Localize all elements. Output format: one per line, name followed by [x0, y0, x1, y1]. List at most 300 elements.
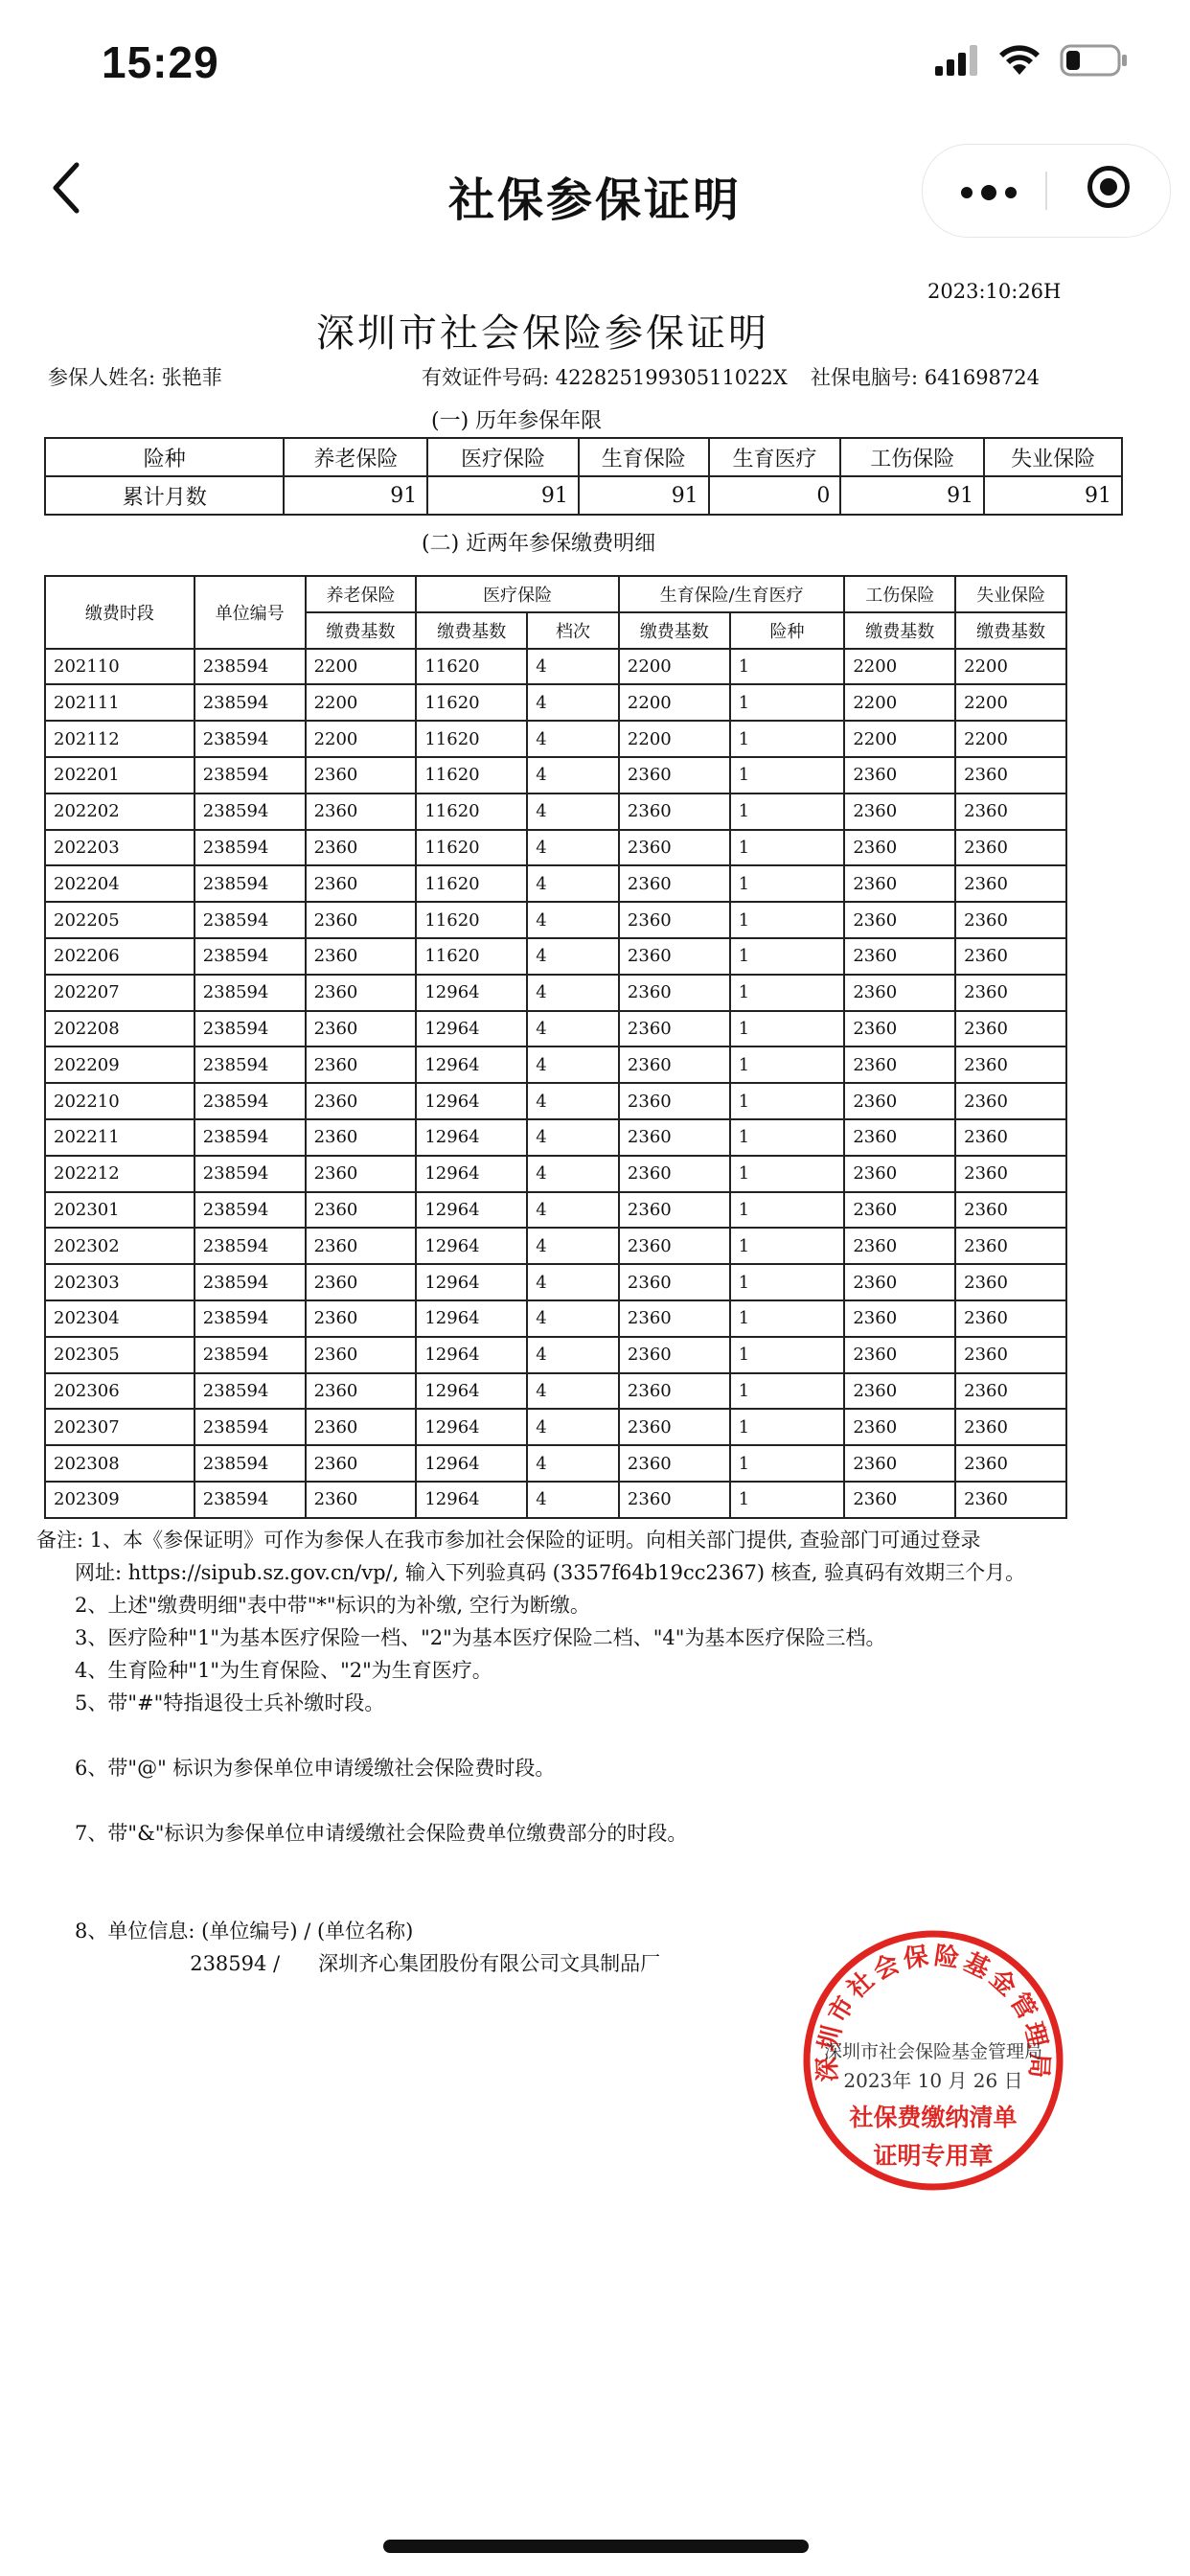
table-cell: 2360: [306, 1011, 417, 1047]
header-pension: 养老保险: [306, 576, 417, 612]
summary-value: 91: [840, 476, 984, 515]
table-row: [45, 1373, 1066, 1410]
table-cell: 238594: [195, 1228, 306, 1264]
table-cell: 12964: [416, 1264, 527, 1300]
table-row: [45, 1445, 1066, 1482]
summary-header: 工伤保险: [840, 438, 984, 476]
remark-line: 网址: https://sipub.sz.gov.cn/vp/, 输入下列验真码 (3357f64b19cc2367) 核查, 验真码有效期三个月。: [36, 1561, 1026, 1584]
table-cell: 12964: [416, 1011, 527, 1047]
table-cell: 238594: [195, 1264, 306, 1300]
summary-value: 0: [709, 476, 841, 515]
table-cell: 2360: [306, 1156, 417, 1192]
table-cell: 2360: [619, 1264, 730, 1300]
table-cell: 202111: [45, 684, 195, 721]
payment-detail-table: [44, 575, 1067, 1519]
table-cell: 238594: [195, 865, 306, 902]
table-row: [45, 830, 1066, 866]
table-cell: 1: [730, 1337, 845, 1373]
table-cell: 1: [730, 794, 845, 830]
table-cell: 4: [527, 1119, 619, 1156]
table-cell: 2360: [619, 938, 730, 975]
seal-text-block: [811, 2037, 1056, 2172]
table-cell: 238594: [195, 649, 306, 685]
table-cell: 11620: [416, 830, 527, 866]
table-cell: 11620: [416, 721, 527, 757]
table-cell: 1: [730, 1046, 845, 1083]
summary-value: 91: [984, 476, 1122, 515]
table-cell: 2360: [306, 1337, 417, 1373]
table-cell: 202206: [45, 938, 195, 975]
table-row: [45, 794, 1066, 830]
remark-line: 6、带"@" 标识为参保单位申请缓缴社会保险费时段。: [36, 1757, 556, 1780]
table-cell: 238594: [195, 938, 306, 975]
table-cell: 4: [527, 757, 619, 794]
more-icon[interactable]: [961, 187, 1017, 200]
remark-line: [36, 1850, 1177, 1882]
table-row: [45, 1046, 1066, 1083]
table-cell: 12964: [416, 1192, 527, 1229]
table-cell: 202304: [45, 1300, 195, 1337]
table-cell: 1: [730, 1228, 845, 1264]
close-target-icon[interactable]: [1087, 166, 1130, 208]
table-cell: 4: [527, 1337, 619, 1373]
table-row: [45, 1156, 1066, 1192]
table-cell: 2360: [306, 938, 417, 975]
table-cell: 2200: [306, 684, 417, 721]
table-cell: 4: [527, 721, 619, 757]
table-cell: 2360: [619, 1373, 730, 1410]
header-period: 缴费时段: [45, 576, 195, 649]
document-title: 深圳市社会保险参保证明: [316, 311, 769, 356]
table-cell: 12964: [416, 1373, 527, 1410]
header-unemployment: 失业保险: [955, 576, 1066, 612]
remark-line: [36, 1784, 1177, 1817]
summary-value: 91: [284, 476, 427, 515]
table-cell: 2360: [844, 1083, 955, 1119]
table-cell: 202210: [45, 1083, 195, 1119]
table-cell: 2360: [844, 938, 955, 975]
subheader-base: 缴费基数: [619, 612, 730, 649]
remark-line: 备注: 1、本《参保证明》可作为参保人在我市参加社会保险的证明。向相关部门提供, 查验部门可通过登录: [36, 1529, 981, 1552]
summary-header: 医疗保险: [427, 438, 579, 476]
table-cell: 202303: [45, 1264, 195, 1300]
table-cell: 2360: [306, 1083, 417, 1119]
table-cell: 1: [730, 975, 845, 1011]
table-cell: 2360: [619, 1445, 730, 1482]
table-cell: 2200: [844, 684, 955, 721]
table-cell: 2360: [619, 830, 730, 866]
table-cell: 202306: [45, 1373, 195, 1410]
table-cell: 238594: [195, 794, 306, 830]
table-cell: 1: [730, 1445, 845, 1482]
table-cell: 2360: [955, 1156, 1066, 1192]
table-cell: 2360: [844, 1409, 955, 1445]
table-cell: 2360: [955, 794, 1066, 830]
table-cell: 2360: [306, 975, 417, 1011]
table-row: [45, 684, 1066, 721]
table-cell: 2360: [844, 1264, 955, 1300]
table-cell: 1: [730, 1264, 845, 1300]
table-cell: 1: [730, 830, 845, 866]
summary-header-row: [45, 438, 1122, 476]
table-cell: 2360: [306, 902, 417, 938]
table-cell: 238594: [195, 975, 306, 1011]
table-cell: 202208: [45, 1011, 195, 1047]
table-cell: 2360: [306, 1228, 417, 1264]
table-cell: 238594: [195, 1011, 306, 1047]
table-cell: 1: [730, 902, 845, 938]
mini-program-capsule: [922, 144, 1171, 238]
table-row: [45, 1264, 1066, 1300]
cellular-signal-icon: [935, 45, 979, 76]
table-cell: 11620: [416, 684, 527, 721]
table-cell: 2360: [955, 1409, 1066, 1445]
table-cell: 2360: [619, 975, 730, 1011]
table-row: [45, 757, 1066, 794]
table-cell: 2200: [844, 649, 955, 685]
table-cell: 2360: [955, 1046, 1066, 1083]
table-cell: 2360: [619, 1046, 730, 1083]
table-cell: 1: [730, 865, 845, 902]
table-cell: 4: [527, 1011, 619, 1047]
table-cell: 4: [527, 1482, 619, 1518]
table-cell: 2360: [619, 1228, 730, 1264]
table-cell: 2360: [306, 1264, 417, 1300]
table-cell: 2360: [306, 1046, 417, 1083]
subheader-base: 缴费基数: [844, 612, 955, 649]
table-cell: 2360: [955, 1337, 1066, 1373]
remark-line: 3、医疗险种"1"为基本医疗保险一档、"2"为基本医疗保险二档、"4"为基本医疗保险三档。: [36, 1626, 886, 1649]
table-cell: 4: [527, 1409, 619, 1445]
summary-header: 养老保险: [284, 438, 427, 476]
table-cell: 202302: [45, 1228, 195, 1264]
table-cell: 2360: [955, 830, 1066, 866]
table-cell: 4: [527, 830, 619, 866]
capsule-divider: [1045, 172, 1047, 210]
table-cell: 2200: [619, 721, 730, 757]
table-cell: 202203: [45, 830, 195, 866]
table-row: [45, 902, 1066, 938]
table-row: [45, 938, 1066, 975]
table-cell: 2360: [955, 1228, 1066, 1264]
table-cell: 2360: [619, 1409, 730, 1445]
page-title: 社保参保证明: [447, 173, 742, 227]
table-cell: 2360: [844, 975, 955, 1011]
table-cell: 4: [527, 1192, 619, 1229]
table-cell: 2360: [844, 1156, 955, 1192]
table-cell: 2360: [306, 1300, 417, 1337]
summary-header: 生育保险: [579, 438, 709, 476]
home-indicator[interactable]: [383, 2540, 809, 2553]
table-cell: 4: [527, 1445, 619, 1482]
battery-icon: [1060, 44, 1129, 77]
table-cell: 202209: [45, 1046, 195, 1083]
table-row: [45, 721, 1066, 757]
table-cell: 2360: [844, 1228, 955, 1264]
remark-line: 4、生育险种"1"为生育保险、"2"为生育医疗。: [36, 1659, 492, 1682]
summary-value: 91: [579, 476, 709, 515]
table-cell: 2360: [306, 757, 417, 794]
table-cell: 4: [527, 938, 619, 975]
table-cell: 11620: [416, 902, 527, 938]
summary-row-label: 累计月数: [45, 476, 284, 515]
table-row: [45, 1119, 1066, 1156]
table-cell: 1: [730, 684, 845, 721]
table-cell: 2360: [844, 902, 955, 938]
remark-line: 2、上述"缴费明细"表中带"*"标识的为补缴, 空行为断缴。: [36, 1594, 590, 1617]
table-cell: 11620: [416, 757, 527, 794]
table-cell: 2360: [955, 1119, 1066, 1156]
wifi-icon: [998, 45, 1041, 76]
table-cell: 2360: [619, 902, 730, 938]
table-cell: 2360: [306, 794, 417, 830]
social-security-number: 社保电脑号: 641698724: [811, 366, 1040, 389]
table-cell: 2360: [619, 1083, 730, 1119]
table-cell: 2360: [955, 938, 1066, 975]
table-cell: 2360: [306, 830, 417, 866]
summary-value-row: [45, 476, 1122, 515]
table-cell: 1: [730, 721, 845, 757]
table-cell: 2360: [955, 1373, 1066, 1410]
table-cell: 2360: [844, 1445, 955, 1482]
table-cell: 2360: [306, 1373, 417, 1410]
table-cell: 1: [730, 1083, 845, 1119]
table-cell: 2360: [844, 1046, 955, 1083]
summary-header: 生育医疗: [709, 438, 841, 476]
table-cell: 1: [730, 649, 845, 685]
table-cell: 2360: [619, 1337, 730, 1373]
table-cell: 2360: [844, 830, 955, 866]
table-cell: 2360: [955, 902, 1066, 938]
table-cell: 238594: [195, 1409, 306, 1445]
table-row: [45, 865, 1066, 902]
table-cell: 2360: [619, 1119, 730, 1156]
table-cell: 12964: [416, 1300, 527, 1337]
table-cell: 1: [730, 1300, 845, 1337]
table-cell: 2360: [955, 1482, 1066, 1518]
table-cell: 2200: [619, 684, 730, 721]
table-cell: 202212: [45, 1156, 195, 1192]
subheader-grade: 档次: [527, 612, 619, 649]
table-cell: 4: [527, 1300, 619, 1337]
table-cell: 2200: [955, 721, 1066, 757]
table-cell: 12964: [416, 1119, 527, 1156]
section2-title: (二) 近两年参保缴费明细: [422, 532, 656, 556]
section1-title: (一) 历年参保年限: [431, 409, 603, 433]
subheader-base: 缴费基数: [306, 612, 417, 649]
table-cell: 2360: [306, 865, 417, 902]
status-icons: [935, 44, 1129, 77]
header-birth: 生育保险/生育医疗: [619, 576, 844, 612]
table-cell: 1: [730, 757, 845, 794]
table-cell: 2360: [844, 1373, 955, 1410]
table-cell: 238594: [195, 1445, 306, 1482]
header-unit: 单位编号: [195, 576, 306, 649]
remarks: [36, 1524, 1177, 1980]
table-cell: 2360: [844, 1192, 955, 1229]
table-cell: 1: [730, 1192, 845, 1229]
table-row: [45, 1482, 1066, 1518]
table-row: [45, 1192, 1066, 1229]
table-cell: 238594: [195, 757, 306, 794]
table-cell: 2360: [955, 757, 1066, 794]
remark-line: [36, 1882, 1177, 1915]
table-cell: 4: [527, 1156, 619, 1192]
subheader-base: 缴费基数: [955, 612, 1066, 649]
table-cell: 202309: [45, 1482, 195, 1518]
table-cell: 4: [527, 865, 619, 902]
table-cell: 2360: [844, 757, 955, 794]
table-row: [45, 1409, 1066, 1445]
table-cell: 202205: [45, 902, 195, 938]
remark-line: 7、带"&"标识为参保单位申请缓缴社会保险费单位缴费部分的时段。: [36, 1822, 688, 1845]
table-cell: 4: [527, 1228, 619, 1264]
summary-table: [44, 437, 1123, 516]
status-bar: [0, 0, 1190, 134]
table-cell: 202112: [45, 721, 195, 757]
table-cell: 2360: [619, 757, 730, 794]
table-row: [45, 649, 1066, 685]
table-cell: 2360: [844, 1011, 955, 1047]
table-row: [45, 1228, 1066, 1264]
summary-header: 失业保险: [984, 438, 1122, 476]
table-cell: 2360: [955, 1192, 1066, 1229]
table-cell: 2360: [955, 975, 1066, 1011]
table-cell: 4: [527, 1046, 619, 1083]
table-cell: 11620: [416, 649, 527, 685]
table-cell: 11620: [416, 938, 527, 975]
table-cell: 4: [527, 902, 619, 938]
table-cell: 1: [730, 1011, 845, 1047]
table-cell: 2360: [844, 1482, 955, 1518]
table-cell: 2360: [619, 1156, 730, 1192]
table-row: [45, 1083, 1066, 1119]
seal-line3: 社保费缴纳清单: [849, 2104, 1018, 2131]
table-cell: 4: [527, 684, 619, 721]
nav-bar: [0, 134, 1190, 249]
remark-line: 5、带"#"特指退役士兵补缴时段。: [36, 1691, 385, 1714]
table-cell: 2360: [955, 1264, 1066, 1300]
table-cell: 4: [527, 649, 619, 685]
table-cell: 2200: [306, 649, 417, 685]
status-time: 15:29: [102, 37, 219, 87]
table-cell: 2360: [306, 1192, 417, 1229]
table-cell: 2360: [955, 1011, 1066, 1047]
seal-line1: 深圳市社会保险基金管理局: [823, 2041, 1042, 2062]
table-cell: 12964: [416, 975, 527, 1011]
table-cell: 2200: [844, 721, 955, 757]
table-cell: 238594: [195, 1482, 306, 1518]
person-name: 参保人姓名: 张艳菲: [48, 366, 222, 389]
table-cell: 4: [527, 1373, 619, 1410]
table-cell: 238594: [195, 1083, 306, 1119]
table-cell: 2200: [955, 649, 1066, 685]
table-cell: 202308: [45, 1445, 195, 1482]
header-medical: 医疗保险: [416, 576, 619, 612]
id-number: 有效证件号码: 42282519930511022X: [422, 366, 788, 389]
table-cell: 202211: [45, 1119, 195, 1156]
table-cell: 1: [730, 1482, 845, 1518]
table-cell: 12964: [416, 1083, 527, 1119]
table-cell: 238594: [195, 1300, 306, 1337]
table-cell: 2360: [844, 794, 955, 830]
table-cell: 2360: [619, 1011, 730, 1047]
table-cell: 238594: [195, 830, 306, 866]
table-cell: 2360: [844, 865, 955, 902]
table-cell: 2360: [955, 1300, 1066, 1337]
table-cell: 2360: [955, 1445, 1066, 1482]
table-row: [45, 1337, 1066, 1373]
remark-line: 8、单位信息: (单位编号) / (单位名称): [36, 1920, 414, 1943]
table-cell: 202110: [45, 649, 195, 685]
subheader-type: 险种: [730, 612, 845, 649]
table-cell: 2360: [844, 1119, 955, 1156]
table-cell: 2360: [306, 1482, 417, 1518]
table-cell: 4: [527, 1264, 619, 1300]
summary-header: 险种: [45, 438, 284, 476]
table-cell: 11620: [416, 865, 527, 902]
header-injury: 工伤保险: [844, 576, 955, 612]
seal-ring-text: 深圳市社会保险基金管理局: [812, 1942, 1054, 2083]
remark-line: 238594 / 深圳齐心集团股份有限公司文具制品厂: [36, 1952, 661, 1975]
table-cell: 2360: [619, 794, 730, 830]
table-cell: 12964: [416, 1482, 527, 1518]
table-cell: 2200: [619, 649, 730, 685]
remark-line: [36, 1719, 1177, 1752]
table-cell: 238594: [195, 1192, 306, 1229]
subheader-base: 缴费基数: [416, 612, 527, 649]
table-row: [45, 975, 1066, 1011]
table-cell: 238594: [195, 1156, 306, 1192]
table-cell: 4: [527, 1083, 619, 1119]
table-cell: 2360: [306, 1409, 417, 1445]
detail-header-row: [45, 576, 1066, 612]
table-cell: 12964: [416, 1445, 527, 1482]
table-cell: 202307: [45, 1409, 195, 1445]
table-cell: 11620: [416, 794, 527, 830]
table-cell: 2200: [955, 684, 1066, 721]
table-cell: 4: [527, 794, 619, 830]
table-cell: 202202: [45, 794, 195, 830]
table-cell: 202301: [45, 1192, 195, 1229]
table-cell: 2360: [306, 1445, 417, 1482]
table-cell: 1: [730, 1373, 845, 1410]
table-cell: 238594: [195, 902, 306, 938]
table-cell: 12964: [416, 1337, 527, 1373]
table-cell: 1: [730, 1119, 845, 1156]
seal-line4: 证明专用章: [873, 2142, 994, 2170]
table-cell: 202204: [45, 865, 195, 902]
table-cell: 2360: [955, 1083, 1066, 1119]
table-cell: 12964: [416, 1046, 527, 1083]
table-cell: 202201: [45, 757, 195, 794]
table-cell: 4: [527, 975, 619, 1011]
table-cell: 2360: [619, 1300, 730, 1337]
table-cell: 12964: [416, 1409, 527, 1445]
table-row: [45, 1011, 1066, 1047]
table-cell: 1: [730, 1156, 845, 1192]
table-cell: 2360: [619, 1192, 730, 1229]
table-cell: 12964: [416, 1228, 527, 1264]
table-cell: 238594: [195, 721, 306, 757]
seal-line2: 2023年 10 月 26 日: [843, 2069, 1023, 2092]
table-cell: 202305: [45, 1337, 195, 1373]
table-cell: 238594: [195, 684, 306, 721]
table-row: [45, 1300, 1066, 1337]
table-cell: 1: [730, 1409, 845, 1445]
table-cell: 12964: [416, 1156, 527, 1192]
document-date: 2023:10:26H: [927, 280, 1062, 303]
